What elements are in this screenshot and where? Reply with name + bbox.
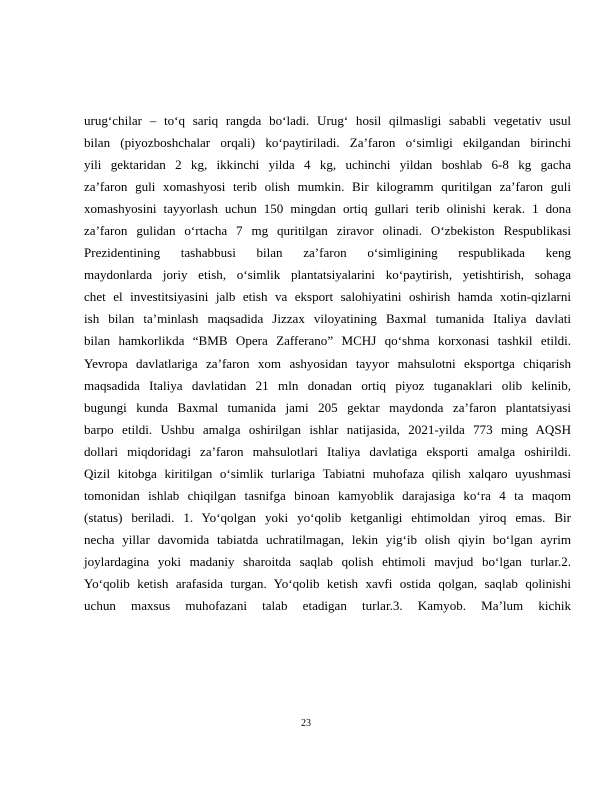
text-line: maydonlarda joriy etish, o‘simlik plantatsiyalarini ko‘paytirish, yetishtirish, sohaga bbox=[84, 267, 571, 283]
text-line: (status) beriladi. 1. Yo‘qolgan yoki yo‘qolib ketganligi ehtimoldan yiroq emas. Bir bbox=[84, 509, 571, 525]
text-line: ish bilan ta’minlash maqsadida Jizzax viloyatining Baxmal tumanida Italiya davlati bbox=[84, 311, 571, 327]
text-line: barpo etildi. Ushbu amalga oshirilgan ishlar natijasida, 2021-yilda 773 ming AQSH bbox=[84, 421, 571, 437]
text-line: yili gektaridan 2 kg, ikkinchi yilda 4 kg, uchinchi yildan boshlab 6-8 kg gacha bbox=[84, 157, 571, 173]
text-line: bugungi kunda Baxmal tumanida jami 205 gektar maydonda za’faron plantatsiyasi bbox=[84, 399, 571, 415]
text-line: urug‘chilar – to‘q sariq rangda bo‘ladi. Urug‘ hosil qilmasligi sababli vegetativ usul bbox=[84, 113, 571, 128]
text-line: tomonidan ishlab chiqilgan tasnifga binoan kamyoblik darajasiga ko‘ra 4 ta maqom bbox=[84, 487, 571, 503]
text-line: chet el investitsiyasini jalb etish va eksport salohiyatini oshirish hamda xotin-qizlarni bbox=[84, 289, 571, 305]
page-number: 23 bbox=[301, 718, 311, 729]
text-line: za’faron guli xomashyosi terib olish mumkin. Bir kilogramm quritilgan za’faron guli bbox=[84, 179, 571, 195]
text-line: dollari miqdoridagi za’faron mahsulotlari Italiya davlatiga eksporti amalga oshirildi. bbox=[84, 443, 571, 459]
text-line: za’faron gulidan o‘rtacha 7 mg quritilgan ziravor olinadi. O‘zbekiston Respublikasi bbox=[84, 223, 571, 239]
text-line: bilan (piyozboshchalar orqali) ko‘paytiriladi. Za’faron o‘simligi ekilgandan birinchi bbox=[84, 135, 571, 151]
text-line: Yevropa davlatlariga za’faron xom ashyosidan tayyor mahsulotni eksportga chiqarish bbox=[84, 355, 571, 371]
text-line: xomashyosini tayyorlash uchun 150 mingdan ortiq gullari terib olinishi kerak. 1 dona bbox=[84, 201, 571, 217]
text-line: necha yillar davomida tabiatda uchratilmagan, lekin yig‘ib olish qiyin bo‘lgan ayrim bbox=[84, 531, 571, 547]
text-line: bilan hamkorlikda “BMB Opera Zafferano” MCHJ qo‘shma korxonasi tashkil etildi. bbox=[84, 333, 571, 349]
text-line: uchun maxsus muhofazani talab etadigan turlar.3. Kamyob. Ma’lum kichik bbox=[84, 598, 571, 614]
text-line: Prezidentining tashabbusi bilan za’faron o‘simligining respublikada keng bbox=[84, 245, 571, 261]
text-line: Qizil kitobga kiritilgan o‘simlik turlariga Tabiatni muhofaza qilish xalqaro uyushmasi bbox=[84, 465, 571, 481]
text-line: maqsadida Italiya davlatidan 21 mln donadan ortiq piyoz tuganaklari olib kelinib, bbox=[84, 377, 571, 393]
text-line: Yo‘qolib ketish arafasida turgan. Yo‘qolib ketish xavfi ostida qolgan, saqlab qolinishi bbox=[84, 575, 571, 591]
body-text bbox=[84, 110, 571, 617]
text-line: joylardagina yoki madaniy sharoitda saqlab qolish ehtimoli mavjud bo‘lgan turlar.2. bbox=[84, 553, 571, 569]
